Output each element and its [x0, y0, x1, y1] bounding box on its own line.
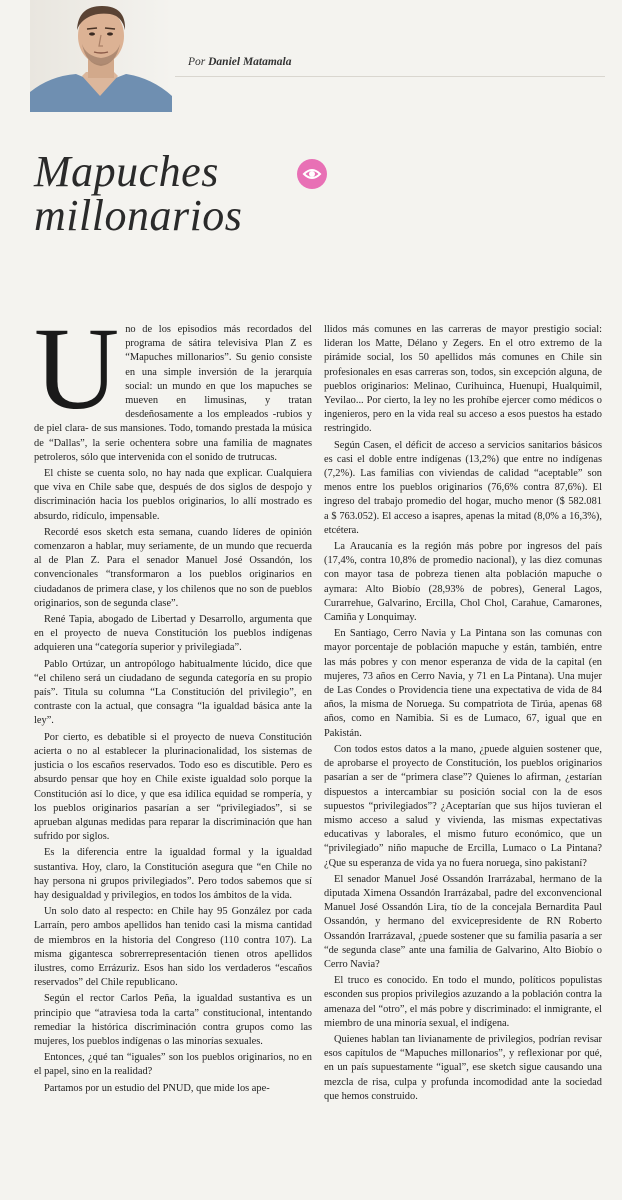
left-column: [34, 323, 312, 1200]
paragraph: René Tapia, abogado de Libertad y Desarrollo, argumenta que en el proyecto de nueva Constitución los pueblos indígenas adquieren una “categoría superior y privilegiada”.: [34, 614, 312, 654]
paragraph: El chiste se cuenta solo, no hay nada que explicar. Cualquiera que viva en Chile sabe que, después de dos siglos de despojo y discriminación hacia los pueblos originarios, lo allí mostrado es absurdo, ridículo, impensable.: [34, 468, 312, 522]
paragraph: llidos más comunes en las carreras de mayor prestigio social: lideran los Matte, Délano y Zegers. En el otro extremo de la pirámide social, los 50 apellidos más comunes en Chile sin profesionales en esas carreras son, todos, sin excepción alguna, de pueblos originarios: Melinao, Curihuinca, Huenupi, Hualquimil, Yevilao... Por cierto, la ley no les prohíbe ejercer como médicos o ingenieros, pero en la vida real su acceso a esos puestos ha estado restringido.: [324, 324, 602, 435]
paragraph: no de los episodios más recordados del programa de sátira televisiva Plan Z es “Mapuches millonarios”. Su genio consiste en una simple inversión de la jerarquía social: un mundo en que los mapuches se mueven en limusinas, y tratan desdeñosamente a los empleados -rubios y de piel clara- de sus mansiones. Todo, tomando prestada la música de “Dallas”, la serie ochentera sobre una familia de magnates petroleros, sólo que intervenida con el sonido de trutrucas.: [34, 324, 312, 463]
author-name: Daniel Matamala: [208, 56, 292, 68]
paragraph: Según el rector Carlos Peña, la igualdad sustantiva es un principio que “atraviesa toda la carta” constitucional, intentando remediar la histórica discriminación contra grupos como las mujeres, los pueblos indígenas o las minorías sexuales.: [34, 993, 312, 1047]
paragraph: Quienes hablan tan livianamente de privilegios, podrían revisar esos capítulos de “Mapuches millonarios”, y reflexionar por qué, en un país supuestamente “igual”, ese sketch sigue causando una mezcla de risa, culpa y profunda incomodidad ante la sociedad que hemos construido.: [324, 1033, 602, 1102]
article-body: [34, 323, 622, 1200]
paragraph: El senador Manuel José Ossandón Irarrázabal, hermano de la diputada Ximena Ossandón Irarrázabal, padre del exconvencional Manuel José Ossandón Lira, tío de la concejala Bernardita Paul Ossandón, y hermano del exvicepresidente de RN Roberto Ossandón Irarrázaval, ¿puede sostener que su familia pasaría a ser “de segunda clase” ante una familia de Galvarino, Alto Biobío o Cerro Navia?: [324, 873, 602, 970]
article-title: [34, 147, 304, 240]
paragraph: Es la diferencia entre la igualdad formal y la igualdad sustantiva. Hoy, claro, la Constitución asegura que “en Chile no hay persona ni grupos privilegiados”. Pero todos sabemos que sí hay desigualdad y privilegios, en todos los ámbitos de la vida.: [34, 847, 312, 901]
byline: [188, 56, 292, 68]
paragraph: Un solo dato al respecto: en Chile hay 95 González por cada Larraín, pero ambos apellidos han tenido casi la misma cantidad de miembros en la historia del Congreso (110 contra 107). La misma gigantesca sobrerrepresentación tienen otros apellidos ilustres, como Errázuriz. Esos han sido los verdaderos “escaños reservados” del Chile republicano.: [34, 906, 312, 989]
byline-divider: [175, 76, 605, 77]
paragraph: La Araucanía es la región más pobre por ingresos del país (17,4%, contra 10,8% de promedio nacional), y las diez comunas con mayor tasa de pobreza tienen alta población mapuche o aymara: Alto Biobío (28,93% de pobres), General Lagos, Curarrehue, Galvarino, Ercilla, Chol Chol, Carahue, Camarones, Camiña y Lonquimay.: [324, 541, 602, 624]
paragraph: Según Casen, el déficit de acceso a servicios sanitarios básicos es casi el doble entre indígenas (13,2%) que entre no indígenas (7,2%). Las familias con viviendas de calidad “aceptable” son menos entre los pueblos originarios (76,6% contra 87,6%). El ingreso del trabajo promedio del hogar, mucho menor ($ 582.081 a $ 763.052). El acceso a isapres, apenas la mitad (8,0% a 16,3%), etcétera.: [324, 439, 602, 536]
right-column: [324, 323, 602, 1200]
title-line-1: Mapuches: [34, 147, 219, 196]
paragraph: El truco es conocido. En todo el mundo, políticos populistas esconden sus propios privilegios azuzando a la población contra la amenaza del “otro”, el más pobre y discriminado: el inmigrante, el miembro de una minoría sexual, el indígena.: [324, 975, 602, 1029]
paragraph: En Santiago, Cerro Navia y La Pintana son las comunas con mayor porcentaje de población mapuche y están, también, entre las más pobres y con menor esperanza de vida de la capital (en mujeres, 73 años en Cerro Navia, y 71 en La Pintana). Una mujer de Las Condes o Providencia tiene una expectativa de vida de 84 años, la misma de Noruega. Su compatriota de Tirúa, apenas 68 años, como en Namibia. Si es de Lumaco, 67, igual que en Pakistán.: [324, 628, 602, 739]
paragraph: Pablo Ortúzar, un antropólogo habitualmente lúcido, dice que “el chileno será un ciudadano de segunda categoría en su propio país”. Titula su columna “La Constitución del privilegio”, en contraste con la actual, que consagra “la igualdad básica ante la ley”.: [34, 658, 312, 727]
paragraph: Recordé esos sketch esta semana, cuando líderes de opinión comenzaron a hablar, muy seriamente, de un mundo que recuerda al de Plan Z. Para el senador Manuel José Ossandón, los convencionales “transformaron a los pueblos originarios en ciudadanos de primera clase, y los chilenos que no son de pueblos originarios, son de segunda clase”.: [34, 526, 312, 609]
eye-icon: [297, 159, 327, 189]
paragraph: Partamos por un estudio del PNUD, que mide los ape-: [44, 1082, 270, 1094]
paragraph: Con todos estos datos a la mano, ¿puede alguien sostener que, de aprobarse el proyecto de Constitución, los pueblos originarios pasarían a ser de “primera clase”? Quienes lo afirman, ¿estarían dispuestos a intercambiar su posición social con la de esos supuestos “privilegiados”? ¿Aceptarían que sus hijos tuvieran el mismo acceso a salud y vivienda, las mismas expectativas educativas y laborales, el mismo futuro económico, que un “privilegiado” niño mapuche de Ercilla, Lumaco o La Pintana? ¿Que su esperanza de vida ya no fuera noruega, sino pakistaní?: [324, 743, 602, 869]
paragraph: Por cierto, es debatible si el proyecto de nueva Constitución acierta o no al establecer la plurinacionalidad, los sistemas de justicia o los escaños reservados. Todo eso es discutible. Pero es absurdo pensar que hoy en Chile existe igualdad solo porque la Constitución así lo dice, y que esa idílica equidad se rompería, y los pueblos originarios pasarían a ser “privilegiados”, si se aprueban algunas medidas para reparar la discriminación que han sufrido por siglos.: [34, 731, 312, 843]
eye-badge: [297, 159, 327, 189]
title-line-2: millonarios: [34, 191, 243, 240]
byline-prefix: Por: [188, 56, 206, 68]
drop-cap: U: [34, 323, 120, 434]
author-portrait: [30, 0, 172, 112]
paragraph: Entonces, ¿qué tan “iguales” son los pueblos originarios, no en el papel, sino en la realidad?: [34, 1052, 312, 1078]
